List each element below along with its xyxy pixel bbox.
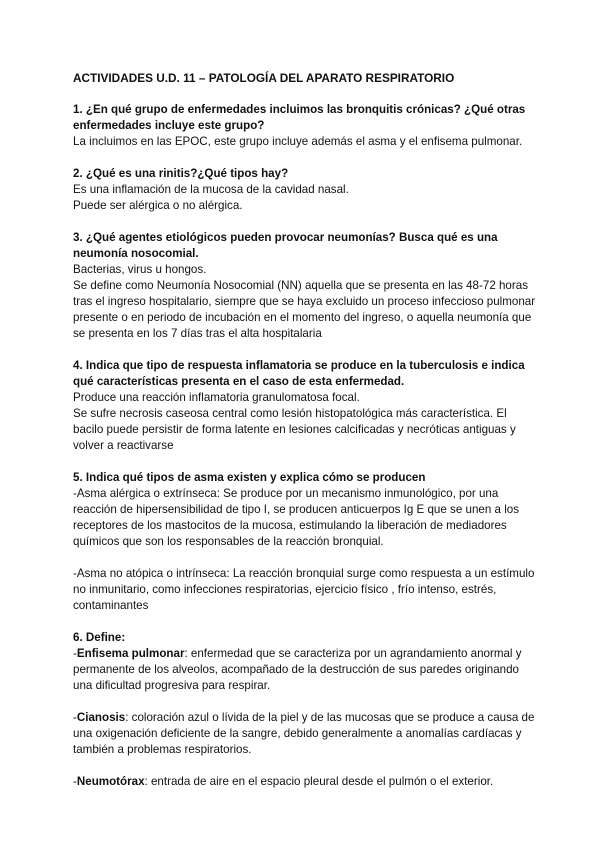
definition-term: Cianosis bbox=[76, 711, 126, 724]
definition-dash: - bbox=[73, 711, 77, 724]
question-3-section bbox=[73, 230, 540, 342]
question-2-section bbox=[73, 166, 540, 214]
question-5: 5. Indica qué tipos de asma existen y explica cómo se producen bbox=[73, 471, 426, 484]
question-6-section bbox=[73, 630, 540, 790]
definition-text: : entrada de aire en el espacio pleural desde el pulmón o el exterior. bbox=[144, 775, 494, 788]
definition-text: : enfermedad que se caracteriza por un agrandamiento anormal y permanente de los alveolos, acompañado de la destrucción de sus paredes originando una dificultad progresiva para respirar. bbox=[73, 647, 522, 692]
question-1: 1. ¿En qué grupo de enfermedades incluimos las bronquitis crónicas? ¿Qué otras enfermedades incluye este grupo? bbox=[73, 103, 526, 132]
question-5-section bbox=[73, 470, 540, 614]
definition-dash: - bbox=[73, 775, 77, 788]
definition-dash: - bbox=[73, 647, 77, 660]
spacer bbox=[73, 758, 540, 774]
answer-3-line-1: Bacterias, virus u hongos. bbox=[73, 263, 207, 276]
spacer bbox=[73, 550, 540, 566]
answer-3-paragraph: Se define como Neumonía Nosocomial (NN) aquella que se presenta en las 48-72 horas tras el ingreso hospitalario, siempre que se haya excluido un proceso infeccioso pulmonar presente o en periodo de incubación en el momento del ingreso, o aquella neumonía que se presenta en los 7 días tras el alta hospitalaria bbox=[73, 279, 536, 340]
definition-cyanosis bbox=[73, 710, 540, 758]
answer-4-paragraph: Se sufre necrosis caseosa central como lesión histopatológica más característica. El bacilo puede persistir de forma latente en lesiones calcificadas y necróticas antiguas y volver a reactivarse bbox=[73, 407, 516, 452]
definition-pneumothorax bbox=[73, 774, 540, 790]
definition-text: : coloración azul o lívida de la piel y de las mucosas que se produce a causa de una oxigenación deficiente de la sangre, debido generalmente a anomalías cardíacas y también a problemas respiratorios. bbox=[73, 711, 535, 756]
document-title: ACTIVIDADES U.D. 11 – PATOLOGÍA DEL APARATO RESPIRATORIO bbox=[73, 71, 455, 85]
question-2: 2. ¿Qué es una rinitis?¿Qué tipos hay? bbox=[73, 167, 289, 180]
question-3: 3. ¿Qué agentes etiológicos pueden provocar neumonías? Busca qué es una neumonía nosocomial. bbox=[73, 231, 498, 260]
question-4: 4. Indica que tipo de respuesta inflamatoria se produce en la tuberculosis e indica qué características presenta en el caso de esta enfermedad. bbox=[73, 359, 525, 388]
answer-5-allergic-asthma: -Asma alérgica o extrínseca: Se produce por un mecanismo inmunológico, por una reacción de hipersensibilidad de tipo I, se producen anticuerpos Ig E que se unen a los receptores de los mastocitos de la mucosa, estimulando la liberación de mediadores químicos que son los responsables de la reacción bronquial. bbox=[73, 487, 520, 548]
answer-2-line-1: Es una inflamación de la mucosa de la cavidad nasal. bbox=[73, 183, 349, 196]
answer-2-line-2: Puede ser alérgica o no alérgica. bbox=[73, 199, 243, 212]
answer-5-non-atopic-asthma: -Asma no atópica o intrínseca: La reacción bronquial surge como respuesta a un estímulo no inmunitario, como infecciones respiratorias, ejercicio físico , frío intenso, estrés, contaminantes bbox=[73, 567, 535, 612]
question-1-section bbox=[73, 102, 540, 150]
question-4-section bbox=[73, 358, 540, 454]
answer-1: La incluimos en las EPOC, este grupo incluye además el asma y el enfisema pulmonar. bbox=[73, 135, 523, 148]
definition-term: Neumotórax bbox=[76, 775, 145, 788]
definition-emphysema bbox=[73, 646, 540, 694]
answer-4-line-1: Produce una reacción inflamatoria granulomatosa focal. bbox=[73, 391, 360, 404]
question-6: 6. Define: bbox=[73, 631, 126, 644]
definition-term: Enfisema pulmonar bbox=[76, 647, 185, 660]
spacer bbox=[73, 694, 540, 710]
